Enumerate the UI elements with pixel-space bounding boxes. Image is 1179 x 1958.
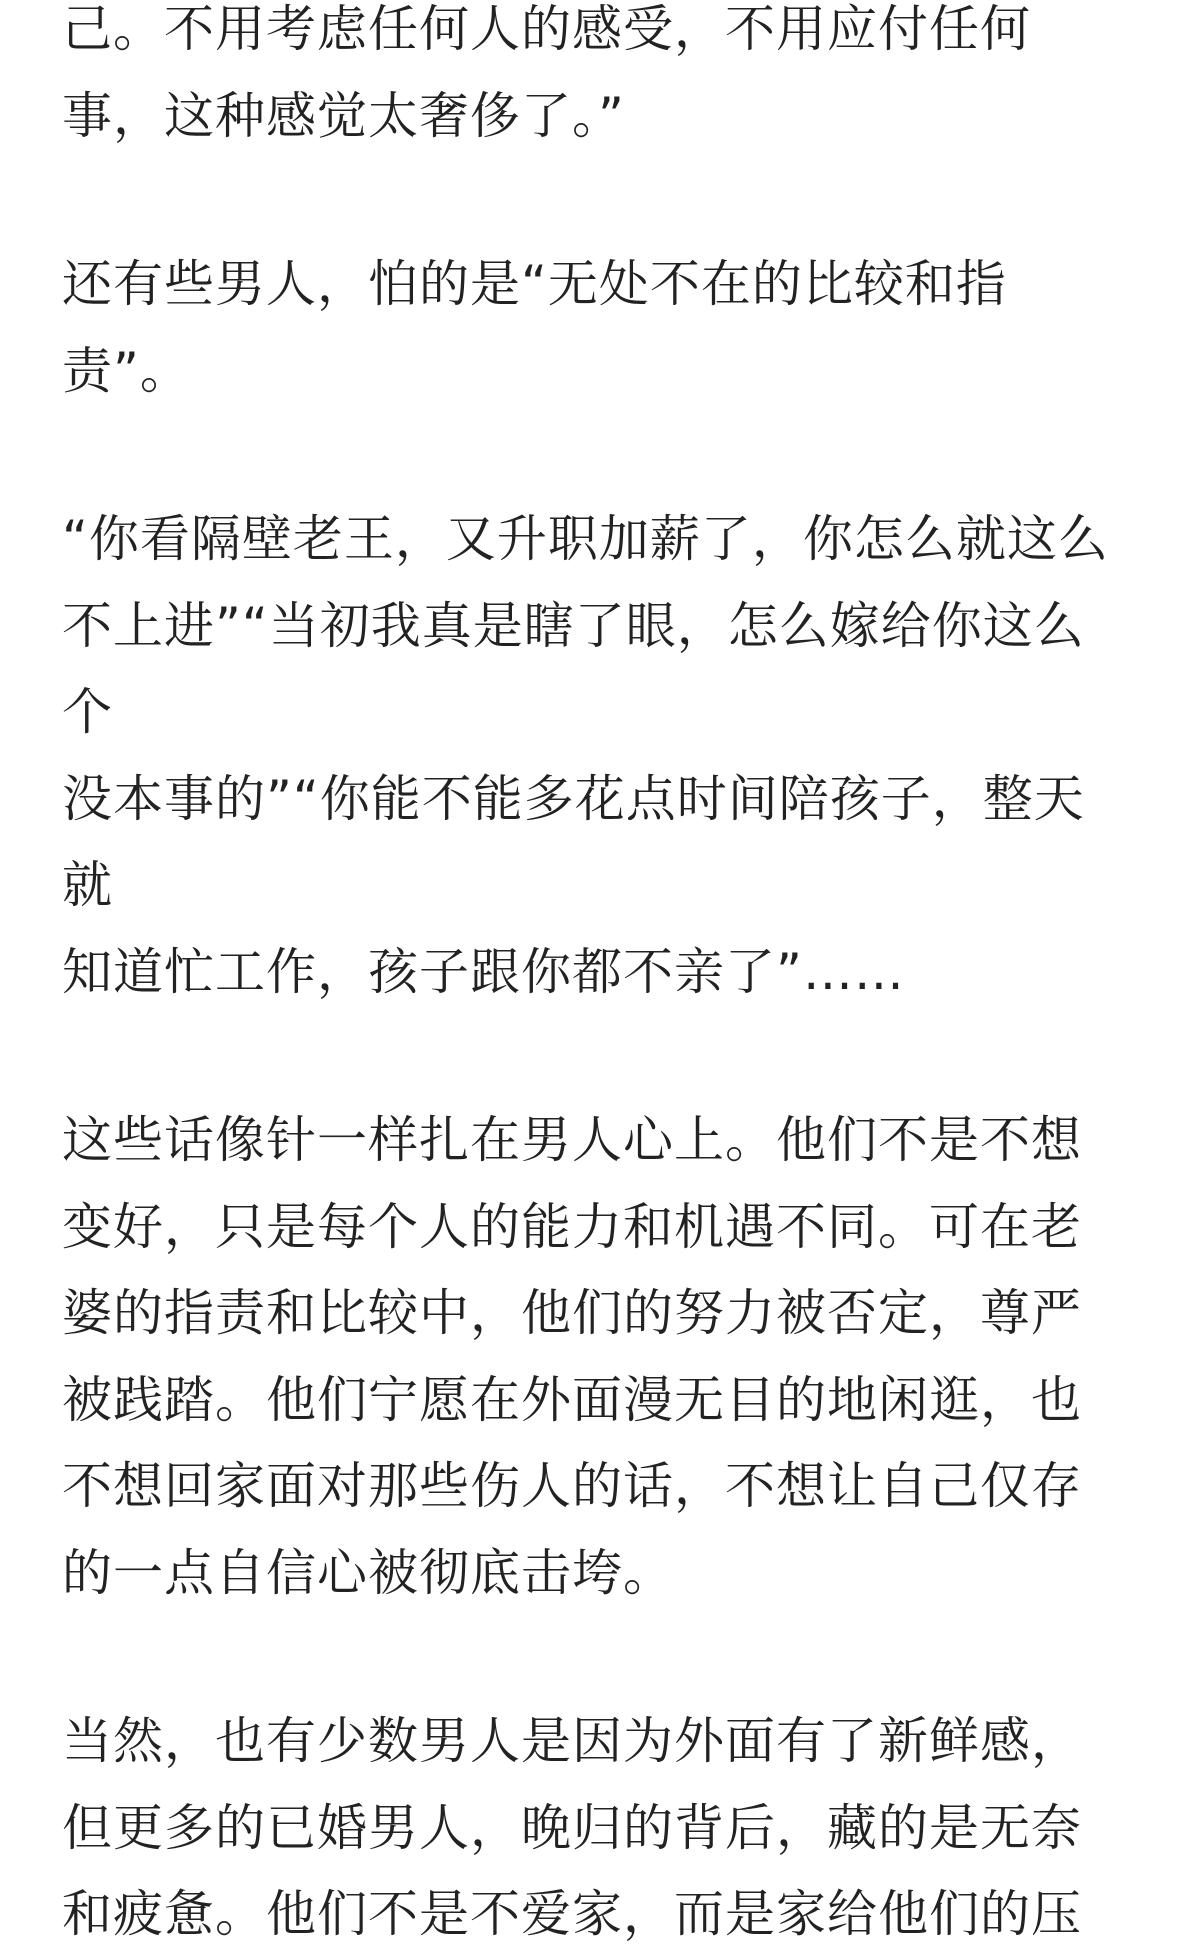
- paragraph-1: 己。不用考虑任何人的感受，不用应付任何 事，这种感觉太奢侈了。”: [62, 0, 1031, 145]
- paragraph-4: 这些话像针一样扎在男人心上。他们不是不想 变好，只是每个人的能力和机遇不同。可在老 婆的指责和比较中，他们的努力被否定，尊严 被践踏。他们宁愿在外面漫无目的地闲逛，也 不想回家面对那些伤人的话，不想让自己仅存 的一点自信心被彻底击垮。: [62, 1111, 1082, 1602]
- paragraph-3: “你看隔壁老王，又升职加薪了，你怎么就这么 不上进”“当初我真是瞎了眼，怎么嫁给你这么个 没本事的”“你能不能多花点时间陪孩子，整天就 知道忙工作，孩子跟你都不亲了”……: [62, 510, 1109, 1001]
- paragraph-2: 还有些男人，怕的是“无处不在的比较和指责”。: [62, 255, 1007, 400]
- article-body: [62, 0, 1122, 1958]
- paragraph-5: 当然，也有少数男人是因为外面有了新鲜感， 但更多的已婚男人，晚归的背后，藏的是无奈 和疲惫。他们不是不爱家，而是家给他们的压: [62, 1712, 1082, 1943]
